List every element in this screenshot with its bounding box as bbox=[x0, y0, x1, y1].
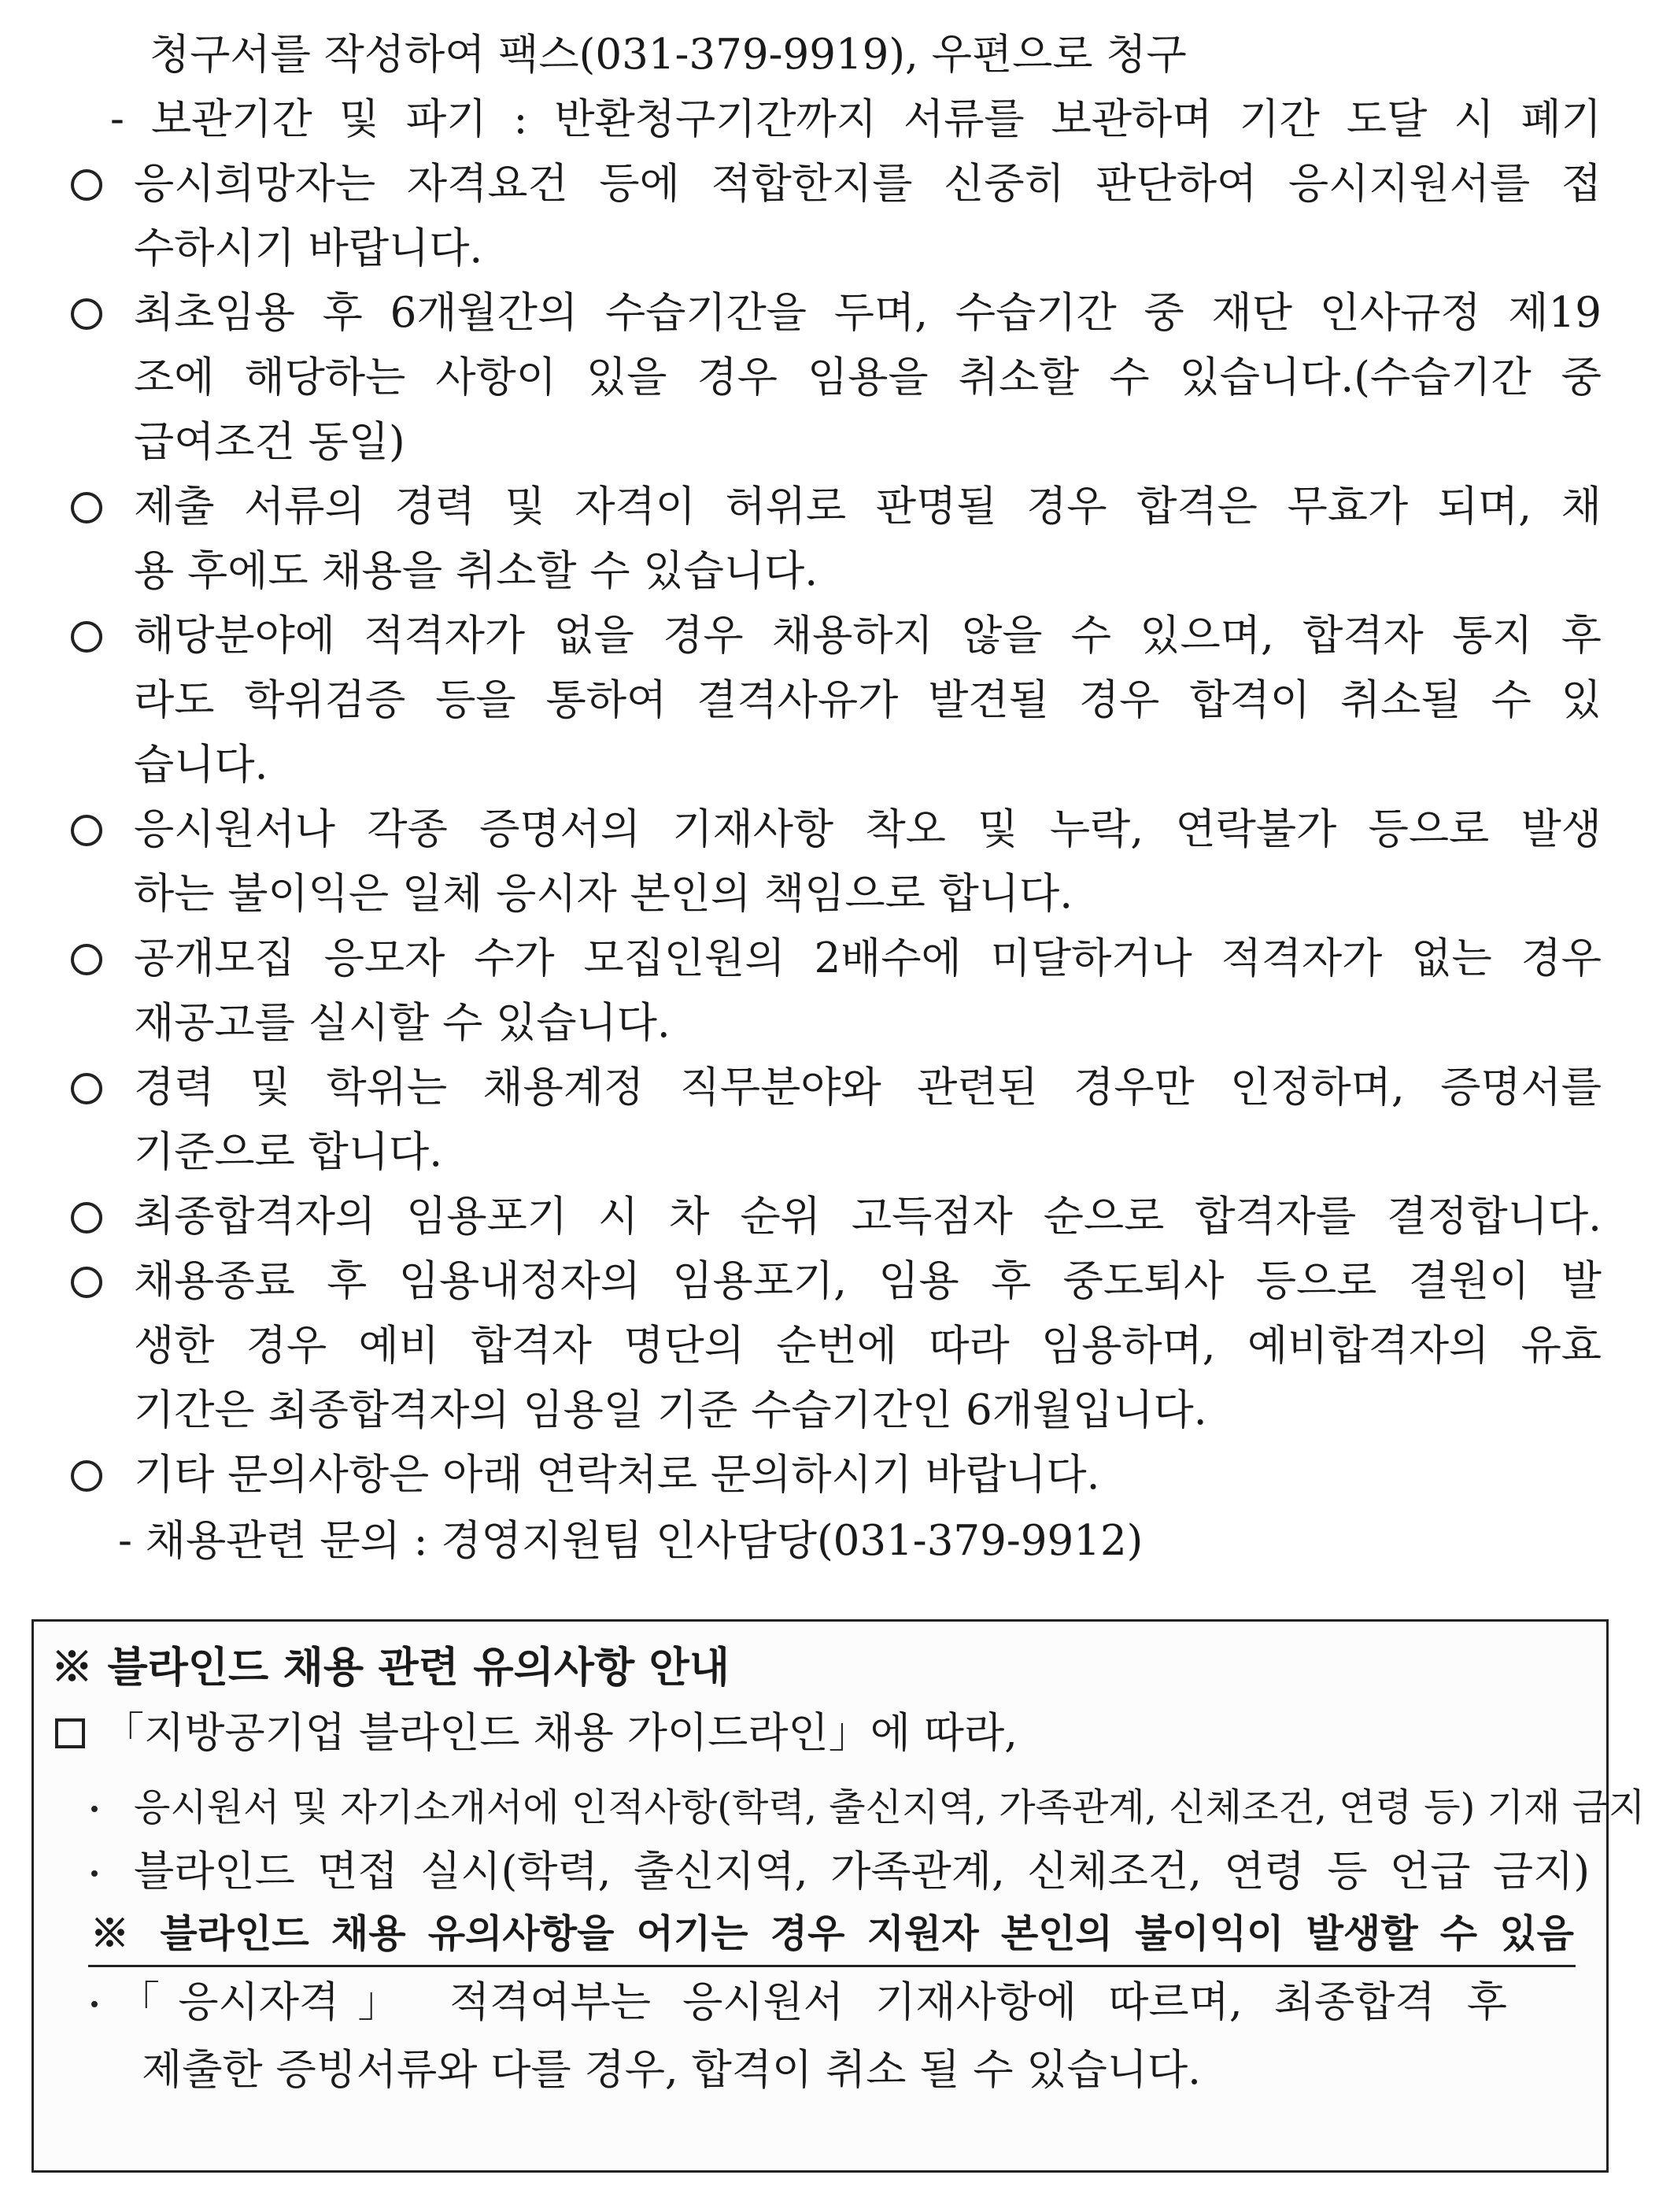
notice-bullet: 제출한 증빙서류와 다를 경우, 합격이 취소 될 수 있습니다. bbox=[142, 2046, 1202, 2094]
list-item: 급여조건 동일) bbox=[134, 418, 405, 466]
list-item: 기준으로 합니다. bbox=[134, 1128, 443, 1176]
list-item: 습니다. bbox=[134, 741, 268, 789]
list-item: 조에 해당하는 사항이 있을 경우 임용을 취소할 수 있습니다.(수습기간 중 bbox=[134, 353, 1602, 401]
list-item: 기타 문의사항은 아래 연락처로 문의하시기 바랍니다. bbox=[134, 1451, 1100, 1499]
list-item: 최종합격자의 임용포기 시 차 순위 고득점자 순으로 합격자를 결정합니다. bbox=[134, 1193, 1602, 1241]
warning-underline bbox=[88, 1965, 1576, 1967]
notice-title: ※ 블라인드 채용 관련 유의사항 안내 bbox=[51, 1643, 730, 1692]
list-item: 수하시기 바랍니다. bbox=[134, 224, 483, 272]
circle-bullet-icon bbox=[71, 1202, 102, 1234]
list-item: 응시희망자는 자격요건 등에 적합한지를 신중히 판단하여 응시지원서를 접 bbox=[134, 160, 1602, 208]
circle-bullet-icon bbox=[71, 944, 102, 975]
circle-bullet-icon bbox=[71, 1267, 102, 1298]
notice-bullet: 「응시자격」 적격여부는 응시원서 기재사항에 따르며, 최종합격 후 bbox=[118, 1978, 1507, 2026]
contact-line: - 채용관련 문의 : 경영지원팀 인사담당(031-379-9912) bbox=[118, 1517, 1144, 1565]
checkbox-square-icon bbox=[55, 1718, 85, 1748]
bullet-dot-icon bbox=[91, 1806, 98, 1812]
list-item: 공개모집 응모자 수가 모집인원의 2배수에 미달하거나 적격자가 없는 경우 bbox=[134, 934, 1602, 982]
list-item: 용 후에도 채용을 취소할 수 있습니다. bbox=[134, 547, 818, 595]
list-item: 기간은 최종합격자의 임용일 기준 수습기간인 6개월입니다. bbox=[134, 1386, 1207, 1434]
list-item: 라도 학위검증 등을 통하여 결격사유가 발견될 경우 합격이 취소될 수 있 bbox=[134, 676, 1602, 724]
circle-bullet-icon bbox=[71, 1460, 102, 1492]
list-item: 응시원서나 각종 증명서의 기재사항 착오 및 누락, 연락불가 등으로 발생 bbox=[134, 805, 1602, 853]
list-item: 해당분야에 적격자가 없을 경우 채용하지 않을 수 있으며, 합격자 통지 후 bbox=[134, 612, 1602, 660]
list-item: 채용종료 후 임용내정자의 임용포기, 임용 후 중도퇴사 등으로 결원이 발 bbox=[134, 1257, 1602, 1305]
list-item: 최초임용 후 6개월간의 수습기간을 두며, 수습기간 중 재단 인사규정 제19 bbox=[134, 289, 1602, 337]
list-item: 하는 불이익은 일체 응시자 본인의 책임으로 합니다. bbox=[134, 870, 1073, 918]
circle-bullet-icon bbox=[71, 169, 102, 201]
circle-bullet-icon bbox=[71, 1073, 102, 1104]
list-item: 제출 서류의 경력 및 자격이 허위로 판명될 경우 합격은 무효가 되며, 채 bbox=[134, 483, 1602, 531]
circle-bullet-icon bbox=[71, 492, 102, 523]
list-item: 재공고를 실시할 수 있습니다. bbox=[134, 999, 671, 1047]
circle-bullet-icon bbox=[71, 815, 102, 846]
list-item: 경력 및 학위는 채용계정 직무분야와 관련된 경우만 인정하며, 증명서를 bbox=[134, 1063, 1602, 1112]
circle-bullet-icon bbox=[71, 621, 102, 653]
text-line: - 보관기간 및 파기 : 반환청구기간까지 서류를 보관하며 기간 도달 시 폐기 bbox=[110, 95, 1602, 143]
text-line: 청구서를 작성하여 팩스(031-379-9919), 우편으로 청구 bbox=[150, 31, 1187, 79]
notice-bullet: 블라인드 면접 실시(학력, 출신지역, 가족관계, 신체조건, 연령 등 언급 금지) bbox=[134, 1848, 1590, 1896]
notice-bullet: 응시원서 및 자기소개서에 인적사항(학력, 출신지역, 가족관계, 신체조건, 연령 등) 기재 금지 bbox=[134, 1785, 1646, 1829]
notice-warning: ※ 블라인드 채용 유의사항을 어기는 경우 지원자 본인의 불이익이 발생할 수 있음 bbox=[91, 1911, 1574, 1956]
circle-bullet-icon bbox=[71, 298, 102, 330]
bullet-dot-icon bbox=[91, 2001, 98, 2007]
bullet-dot-icon bbox=[91, 1870, 98, 1877]
notice-guideline: 「지방공기업 블라인드 채용 가이드라인」에 따라, bbox=[102, 1709, 1018, 1757]
list-item: 생한 경우 예비 합격자 명단의 순번에 따라 임용하며, 예비합격자의 유효 bbox=[134, 1322, 1602, 1370]
